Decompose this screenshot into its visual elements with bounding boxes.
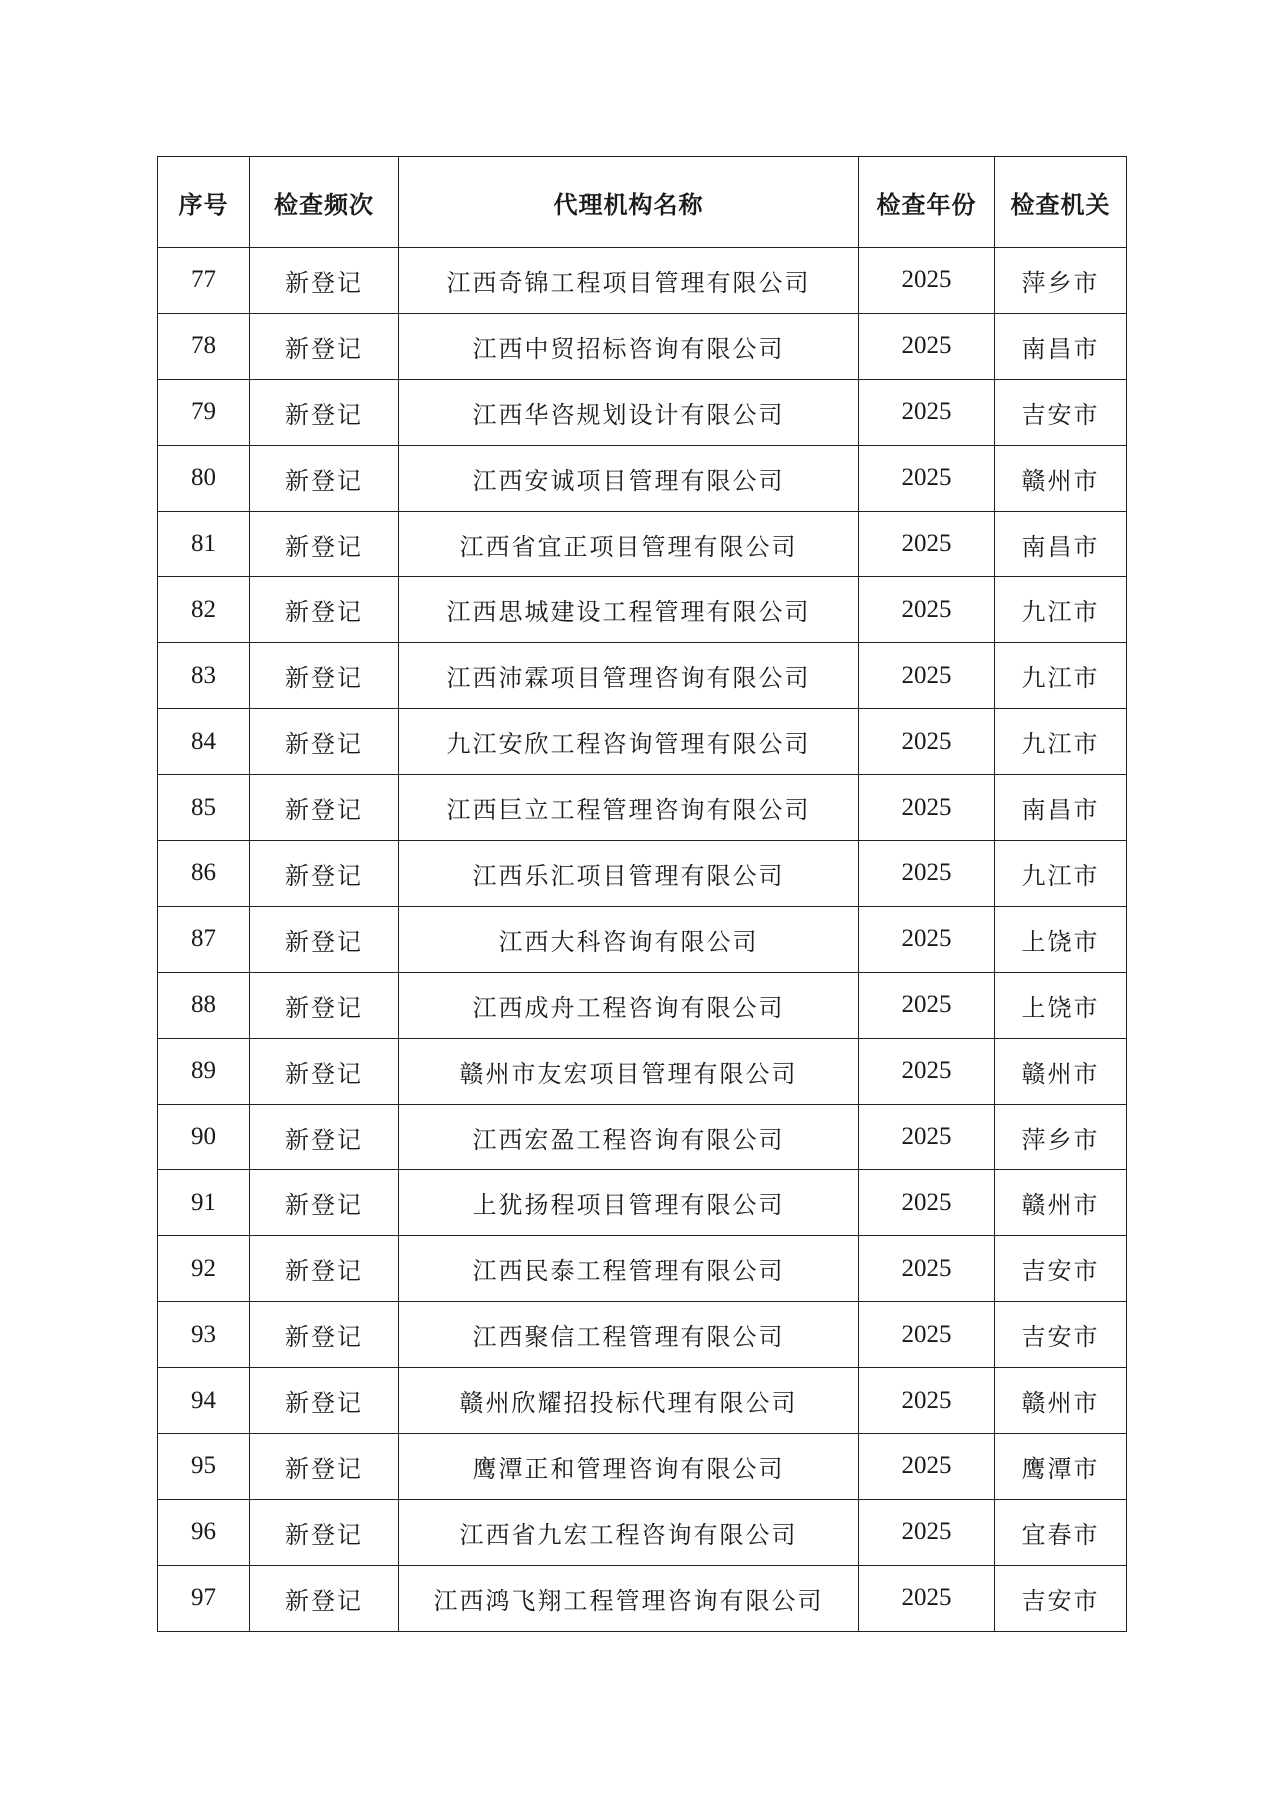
cell-authority: 九江市 bbox=[995, 577, 1127, 643]
table-row bbox=[158, 972, 1127, 1038]
cell-agency-name: 江西巨立工程管理咨询有限公司 bbox=[399, 775, 859, 841]
cell-frequency: 新登记 bbox=[250, 972, 399, 1038]
cell-frequency: 新登记 bbox=[250, 1038, 399, 1104]
cell-authority: 吉安市 bbox=[995, 1236, 1127, 1302]
cell-year: 2025 bbox=[859, 1565, 995, 1631]
cell-agency-name: 江西省宜正项目管理有限公司 bbox=[399, 511, 859, 577]
cell-authority: 赣州市 bbox=[995, 1038, 1127, 1104]
cell-authority: 赣州市 bbox=[995, 445, 1127, 511]
cell-seq: 87 bbox=[158, 906, 250, 972]
cell-frequency: 新登记 bbox=[250, 1236, 399, 1302]
cell-agency-name: 江西华咨规划设计有限公司 bbox=[399, 379, 859, 445]
cell-authority: 吉安市 bbox=[995, 379, 1127, 445]
cell-frequency: 新登记 bbox=[250, 577, 399, 643]
cell-frequency: 新登记 bbox=[250, 1434, 399, 1500]
header-authority: 检查机关 bbox=[995, 157, 1127, 248]
cell-seq: 97 bbox=[158, 1565, 250, 1631]
table-row bbox=[158, 313, 1127, 379]
cell-seq: 83 bbox=[158, 643, 250, 709]
cell-seq: 81 bbox=[158, 511, 250, 577]
cell-frequency: 新登记 bbox=[250, 775, 399, 841]
cell-authority: 南昌市 bbox=[995, 511, 1127, 577]
cell-authority: 萍乡市 bbox=[995, 1104, 1127, 1170]
table-row bbox=[158, 1565, 1127, 1631]
cell-authority: 宜春市 bbox=[995, 1499, 1127, 1565]
cell-seq: 79 bbox=[158, 379, 250, 445]
cell-seq: 96 bbox=[158, 1499, 250, 1565]
cell-authority: 上饶市 bbox=[995, 972, 1127, 1038]
cell-agency-name: 赣州市友宏项目管理有限公司 bbox=[399, 1038, 859, 1104]
cell-authority: 九江市 bbox=[995, 709, 1127, 775]
cell-agency-name: 江西安诚项目管理有限公司 bbox=[399, 445, 859, 511]
table-body bbox=[158, 248, 1127, 1632]
cell-seq: 82 bbox=[158, 577, 250, 643]
table-row bbox=[158, 1302, 1127, 1368]
table-row bbox=[158, 775, 1127, 841]
table-row bbox=[158, 248, 1127, 314]
cell-frequency: 新登记 bbox=[250, 841, 399, 907]
cell-agency-name: 江西聚信工程管理有限公司 bbox=[399, 1302, 859, 1368]
table-row bbox=[158, 1170, 1127, 1236]
cell-agency-name: 江西乐汇项目管理有限公司 bbox=[399, 841, 859, 907]
header-agency-name: 代理机构名称 bbox=[399, 157, 859, 248]
cell-agency-name: 江西沛霖项目管理咨询有限公司 bbox=[399, 643, 859, 709]
table-row bbox=[158, 511, 1127, 577]
inspection-table bbox=[157, 156, 1127, 1632]
cell-authority: 南昌市 bbox=[995, 775, 1127, 841]
cell-authority: 吉安市 bbox=[995, 1302, 1127, 1368]
cell-frequency: 新登记 bbox=[250, 511, 399, 577]
header-frequency: 检查频次 bbox=[250, 157, 399, 248]
table-row bbox=[158, 1499, 1127, 1565]
cell-year: 2025 bbox=[859, 577, 995, 643]
cell-seq: 91 bbox=[158, 1170, 250, 1236]
cell-frequency: 新登记 bbox=[250, 1499, 399, 1565]
cell-agency-name: 江西宏盈工程咨询有限公司 bbox=[399, 1104, 859, 1170]
table-row bbox=[158, 841, 1127, 907]
cell-agency-name: 上犹扬程项目管理有限公司 bbox=[399, 1170, 859, 1236]
cell-frequency: 新登记 bbox=[250, 248, 399, 314]
cell-authority: 九江市 bbox=[995, 841, 1127, 907]
cell-year: 2025 bbox=[859, 709, 995, 775]
table-row bbox=[158, 445, 1127, 511]
cell-frequency: 新登记 bbox=[250, 906, 399, 972]
table-row bbox=[158, 1104, 1127, 1170]
cell-agency-name: 江西省九宏工程咨询有限公司 bbox=[399, 1499, 859, 1565]
cell-year: 2025 bbox=[859, 1368, 995, 1434]
table-row bbox=[158, 1368, 1127, 1434]
cell-authority: 九江市 bbox=[995, 643, 1127, 709]
cell-seq: 90 bbox=[158, 1104, 250, 1170]
cell-year: 2025 bbox=[859, 1302, 995, 1368]
cell-agency-name: 江西民泰工程管理有限公司 bbox=[399, 1236, 859, 1302]
table-row bbox=[158, 577, 1127, 643]
cell-year: 2025 bbox=[859, 248, 995, 314]
cell-agency-name: 赣州欣耀招投标代理有限公司 bbox=[399, 1368, 859, 1434]
cell-seq: 80 bbox=[158, 445, 250, 511]
cell-seq: 95 bbox=[158, 1434, 250, 1500]
cell-seq: 78 bbox=[158, 313, 250, 379]
cell-year: 2025 bbox=[859, 1434, 995, 1500]
cell-year: 2025 bbox=[859, 1104, 995, 1170]
cell-seq: 94 bbox=[158, 1368, 250, 1434]
header-row bbox=[158, 157, 1127, 248]
cell-agency-name: 江西中贸招标咨询有限公司 bbox=[399, 313, 859, 379]
cell-agency-name: 江西鸿飞翔工程管理咨询有限公司 bbox=[399, 1565, 859, 1631]
cell-year: 2025 bbox=[859, 379, 995, 445]
cell-year: 2025 bbox=[859, 511, 995, 577]
cell-frequency: 新登记 bbox=[250, 1302, 399, 1368]
cell-frequency: 新登记 bbox=[250, 1565, 399, 1631]
cell-year: 2025 bbox=[859, 972, 995, 1038]
table-row bbox=[158, 709, 1127, 775]
cell-agency-name: 江西大科咨询有限公司 bbox=[399, 906, 859, 972]
cell-frequency: 新登记 bbox=[250, 1368, 399, 1434]
cell-seq: 77 bbox=[158, 248, 250, 314]
cell-year: 2025 bbox=[859, 841, 995, 907]
cell-authority: 赣州市 bbox=[995, 1368, 1127, 1434]
cell-authority: 萍乡市 bbox=[995, 248, 1127, 314]
cell-year: 2025 bbox=[859, 906, 995, 972]
cell-authority: 鹰潭市 bbox=[995, 1434, 1127, 1500]
cell-year: 2025 bbox=[859, 1170, 995, 1236]
cell-seq: 93 bbox=[158, 1302, 250, 1368]
cell-year: 2025 bbox=[859, 445, 995, 511]
cell-agency-name: 江西思城建设工程管理有限公司 bbox=[399, 577, 859, 643]
cell-seq: 86 bbox=[158, 841, 250, 907]
cell-frequency: 新登记 bbox=[250, 643, 399, 709]
table-row bbox=[158, 906, 1127, 972]
cell-agency-name: 江西奇锦工程项目管理有限公司 bbox=[399, 248, 859, 314]
table-row bbox=[158, 643, 1127, 709]
header-year: 检查年份 bbox=[859, 157, 995, 248]
cell-agency-name: 鹰潭正和管理咨询有限公司 bbox=[399, 1434, 859, 1500]
cell-frequency: 新登记 bbox=[250, 445, 399, 511]
table-header bbox=[158, 157, 1127, 248]
cell-authority: 吉安市 bbox=[995, 1565, 1127, 1631]
cell-year: 2025 bbox=[859, 643, 995, 709]
cell-seq: 84 bbox=[158, 709, 250, 775]
table-row bbox=[158, 379, 1127, 445]
cell-agency-name: 九江安欣工程咨询管理有限公司 bbox=[399, 709, 859, 775]
cell-year: 2025 bbox=[859, 1038, 995, 1104]
cell-authority: 南昌市 bbox=[995, 313, 1127, 379]
cell-year: 2025 bbox=[859, 313, 995, 379]
cell-year: 2025 bbox=[859, 1499, 995, 1565]
cell-year: 2025 bbox=[859, 775, 995, 841]
table-row bbox=[158, 1236, 1127, 1302]
header-seq: 序号 bbox=[158, 157, 250, 248]
table-row bbox=[158, 1434, 1127, 1500]
cell-frequency: 新登记 bbox=[250, 1170, 399, 1236]
cell-year: 2025 bbox=[859, 1236, 995, 1302]
cell-authority: 上饶市 bbox=[995, 906, 1127, 972]
cell-seq: 92 bbox=[158, 1236, 250, 1302]
cell-frequency: 新登记 bbox=[250, 313, 399, 379]
cell-frequency: 新登记 bbox=[250, 709, 399, 775]
cell-authority: 赣州市 bbox=[995, 1170, 1127, 1236]
cell-seq: 89 bbox=[158, 1038, 250, 1104]
cell-seq: 88 bbox=[158, 972, 250, 1038]
cell-frequency: 新登记 bbox=[250, 379, 399, 445]
cell-agency-name: 江西成舟工程咨询有限公司 bbox=[399, 972, 859, 1038]
cell-frequency: 新登记 bbox=[250, 1104, 399, 1170]
cell-seq: 85 bbox=[158, 775, 250, 841]
table-row bbox=[158, 1038, 1127, 1104]
